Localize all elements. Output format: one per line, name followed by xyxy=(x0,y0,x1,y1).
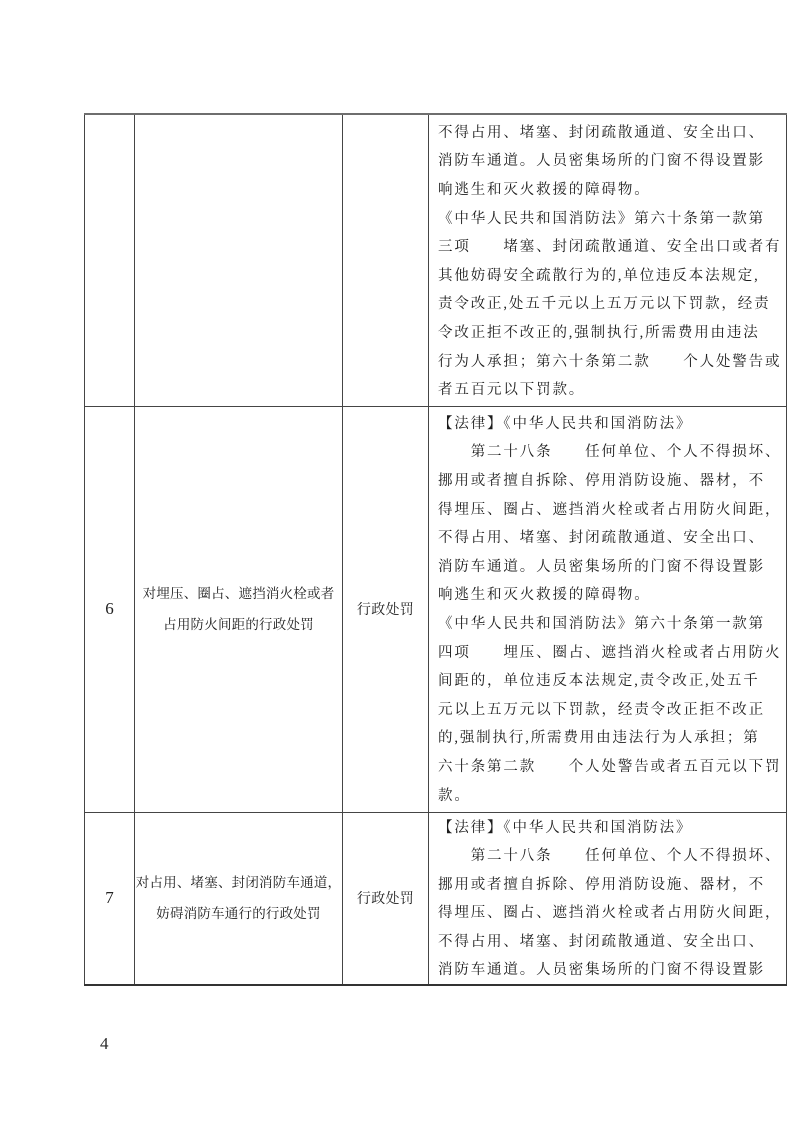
item-cell: 对占用、堵塞、封闭消防车通道， 妨碍消防车通行的行政处罚 xyxy=(135,812,343,985)
row-number-cell xyxy=(85,114,135,406)
legal-basis-cell xyxy=(429,406,787,812)
penalty-type-cell: 行政处罚 xyxy=(343,406,429,812)
legal-basis-cell xyxy=(429,812,787,985)
row-number-cell: 7 xyxy=(85,812,135,985)
legal-basis-cell xyxy=(429,114,787,406)
penalty-items-table xyxy=(84,113,787,986)
table-row-7 xyxy=(85,812,787,985)
table-row-continuation xyxy=(85,114,787,406)
penalty-type-cell xyxy=(343,114,429,406)
item-cell xyxy=(135,114,343,406)
legal-basis-text: 【法律】《中华人民共和国消防法》 第二十八条 任何单位、个人不得损坏、 挪用或者擅自拆除、停用消防设施、器材，不 得埋压、圈占、遮挡消火栓或者占用防火间距， 不得占用、堵塞、封闭疏散通道、安全出口、 消防车通道。人员密集场所的门窗不得设置影 xyxy=(438,819,781,979)
legal-basis-text: 【法律】《中华人民共和国消防法》 第二十八条 任何单位、个人不得损坏、 挪用或者擅自拆除、停用消防设施、器材，不 得埋压、圈占、遮挡消火栓或者占用防火间距， 不得占用、堵塞、封闭疏散通道、安全出口、 消防车通道。人员密集场所的门窗不得设置影 响逃生和灭火救援的障碍物。 《中华人民共和国消防法》第六十条第一款第 四项 埋压、圈占、遮挡消火栓或者占用防火 间距的，单位违反本法规定,责令改正,处五千 元以上五万元以下罚款，经责令改正拒不改正 的,强制执行,所需费用由违法行为人承担；第 六十条第二款 个人处警告或者五百元以下罚 款。 xyxy=(438,415,781,804)
item-cell: 对埋压、圈占、遮挡消火栓或者 占用防火间距的行政处罚 xyxy=(135,406,343,812)
penalty-type-cell: 行政处罚 xyxy=(343,812,429,985)
legal-basis-text: 不得占用、堵塞、封闭疏散通道、安全出口、 消防车通道。人员密集场所的门窗不得设置影 响逃生和灭火救援的障碍物。 《中华人民共和国消防法》第六十条第一款第 三项 堵塞、封闭疏散通道、安全出口或者有 其他妨碍安全疏散行为的,单位违反本法规定, 责令改正,处五千元以上五万元以下罚款，经责 令改正拒不改正的,强制执行,所需费用由违法 行为人承担；第六十条第二款 个人处警告或 者五百元以下罚款。 xyxy=(438,124,781,399)
page-number: 4 xyxy=(100,1034,109,1053)
row-number-cell: 6 xyxy=(85,406,135,812)
table-row-6 xyxy=(85,406,787,812)
